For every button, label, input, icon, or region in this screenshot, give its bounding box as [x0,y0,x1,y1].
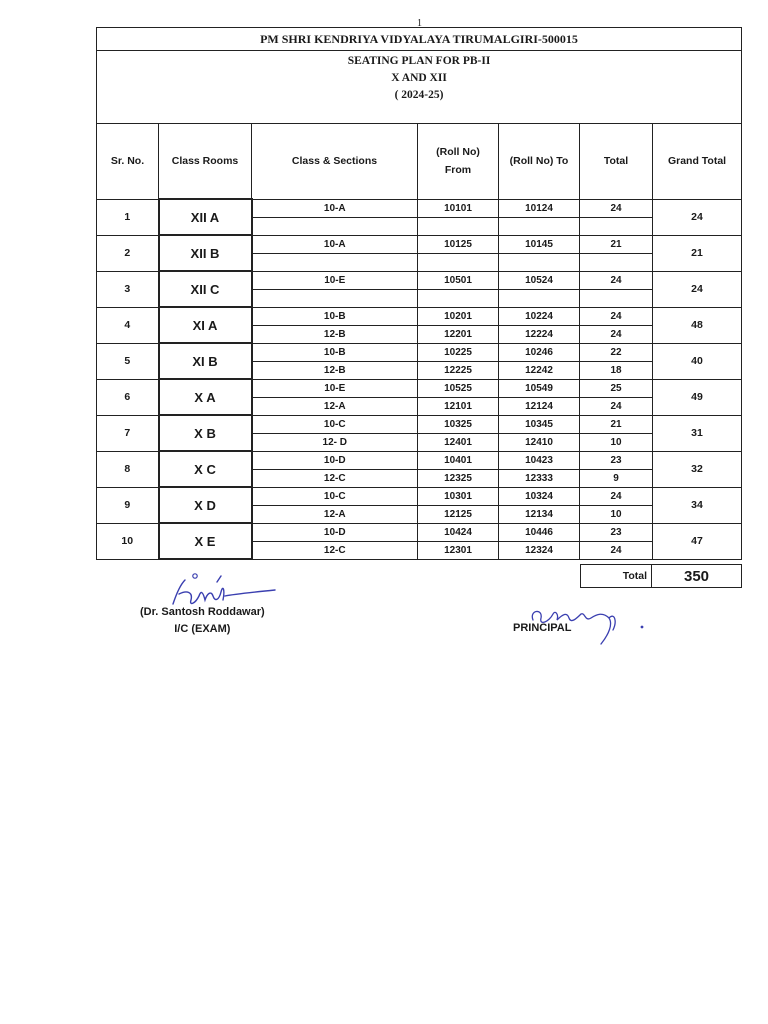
roll-to-cell: 10549 [499,379,580,397]
roll-to-cell: 10524 [499,271,580,289]
total-cell: 25 [580,379,653,397]
section-cell: 10-B [252,307,418,325]
plan-heading [97,51,742,124]
table-row [97,379,742,397]
total-cell: 24 [580,325,653,343]
total-cell: 24 [580,199,653,217]
roll-to-cell: 12134 [499,505,580,523]
roll-from-cell: 10201 [418,307,499,325]
roll-to-cell: 12224 [499,325,580,343]
seating-plan-sheet [96,27,741,585]
section-cell: 10-D [252,523,418,541]
school-name: PM SHRI KENDRIYA VIDYALAYA TIRUMALGIRI-500015 [97,28,742,51]
total-cell: 24 [580,541,653,559]
class-room-cell: XII B [159,235,252,271]
table-row [97,199,742,217]
roll-from-cell: 10424 [418,523,499,541]
class-room-cell: X C [159,451,252,487]
section-cell: 10-C [252,487,418,505]
roll-from-cell: 10301 [418,487,499,505]
roll-to-cell [499,217,580,235]
total-cell: 24 [580,307,653,325]
roll-from-cell: 12225 [418,361,499,379]
roll-from-cell: 10401 [418,451,499,469]
class-room-cell: XII C [159,271,252,307]
table-row [97,415,742,433]
roll-from-cell: 12401 [418,433,499,451]
plan-title: SEATING PLAN FOR PB-II [347,55,491,67]
roll-from-cell: 12101 [418,397,499,415]
total-cell: 10 [580,505,653,523]
roll-to-cell: 12333 [499,469,580,487]
grand-total-cell: 24 [653,271,742,307]
roll-from-cell: 10225 [418,343,499,361]
roll-to-cell: 10224 [499,307,580,325]
principal-signature-label: PRINCIPAL [513,622,572,634]
grand-total-label: Total [581,565,652,587]
roll-from-cell: 10501 [418,271,499,289]
sr-no-cell: 8 [97,451,159,487]
roll-from-cell: 12201 [418,325,499,343]
section-cell: 12-C [252,469,418,487]
table-row [97,451,742,469]
section-cell [252,289,418,307]
section-cell [252,253,418,271]
plan-classes: X AND XII [391,72,447,84]
plan-body [97,199,742,559]
column-header-row [97,124,742,200]
col-grand-total: Grand Total [653,124,742,200]
section-cell: 10-D [252,451,418,469]
sr-no-cell: 2 [97,235,159,271]
table-row [97,271,742,289]
grand-total-cell: 34 [653,487,742,523]
total-cell: 23 [580,523,653,541]
roll-to-cell: 12124 [499,397,580,415]
class-room-cell: XI A [159,307,252,343]
col-roll-from-line2: From [444,164,472,177]
roll-to-cell [499,253,580,271]
total-cell: 24 [580,271,653,289]
roll-to-cell: 10423 [499,451,580,469]
roll-to-cell: 10145 [499,235,580,253]
class-room-cell: X B [159,415,252,451]
roll-to-cell: 12410 [499,433,580,451]
col-class-rooms: Class Rooms [159,124,252,200]
section-cell: 10-A [252,235,418,253]
roll-from-cell: 12301 [418,541,499,559]
total-cell [580,217,653,235]
sr-no-cell: 10 [97,523,159,559]
section-cell: 10-C [252,415,418,433]
roll-from-cell: 10325 [418,415,499,433]
sr-no-cell: 1 [97,199,159,235]
grand-total-cell: 49 [653,379,742,415]
roll-from-cell [418,289,499,307]
roll-from-cell: 12125 [418,505,499,523]
grand-total-cell: 48 [653,307,742,343]
page-number: 1 [417,18,422,29]
total-cell: 22 [580,343,653,361]
table-row [97,487,742,505]
total-cell: 24 [580,487,653,505]
total-cell: 21 [580,415,653,433]
roll-to-cell: 10324 [499,487,580,505]
roll-from-cell: 10525 [418,379,499,397]
roll-from-cell: 10101 [418,199,499,217]
total-cell [580,289,653,307]
col-total: Total [580,124,653,200]
col-roll-to: (Roll No) To [499,124,580,200]
table-row [97,343,742,361]
exam-signature-block [140,604,265,638]
table-row [97,307,742,325]
roll-to-cell: 10345 [499,415,580,433]
grand-total-box [580,564,742,588]
roll-from-cell [418,217,499,235]
col-roll-from-line1: (Roll No) [436,146,480,159]
class-room-cell: X E [159,523,252,559]
total-cell: 23 [580,451,653,469]
exam-incharge-role: I/C (EXAM) [174,623,231,635]
sr-no-cell: 6 [97,379,159,415]
roll-from-cell: 10125 [418,235,499,253]
grand-total-cell: 40 [653,343,742,379]
class-room-cell: X D [159,487,252,523]
roll-to-cell: 12324 [499,541,580,559]
total-cell: 10 [580,433,653,451]
section-cell: 10-A [252,199,418,217]
section-cell: 10-B [252,343,418,361]
class-room-cell: XII A [159,199,252,235]
roll-from-cell: 12325 [418,469,499,487]
total-cell: 18 [580,361,653,379]
col-sr-no: Sr. No. [97,124,159,200]
roll-to-cell: 10446 [499,523,580,541]
roll-to-cell: 10246 [499,343,580,361]
section-cell [252,217,418,235]
col-roll-from [418,124,499,200]
section-cell: 12-B [252,361,418,379]
sr-no-cell: 5 [97,343,159,379]
section-cell: 12-B [252,325,418,343]
grand-total-cell: 24 [653,199,742,235]
sr-no-cell: 9 [97,487,159,523]
sr-no-cell: 7 [97,415,159,451]
plan-session: ( 2024-25) [394,89,444,101]
section-cell: 12-A [252,505,418,523]
roll-to-cell [499,289,580,307]
grand-total-cell: 32 [653,451,742,487]
total-cell: 9 [580,469,653,487]
section-cell: 12- D [252,433,418,451]
class-room-cell: X A [159,379,252,415]
col-class-sections: Class & Sections [252,124,418,200]
section-cell: 12-A [252,397,418,415]
grand-total-value: 350 [683,567,710,585]
exam-incharge-name: (Dr. Santosh Roddawar) [140,606,265,618]
table-row [97,523,742,541]
total-cell [580,253,653,271]
seating-plan-table [96,27,742,560]
section-cell: 10-E [252,379,418,397]
class-room-cell: XI B [159,343,252,379]
section-cell: 10-E [252,271,418,289]
total-cell: 21 [580,235,653,253]
roll-to-cell: 10124 [499,199,580,217]
sr-no-cell: 3 [97,271,159,307]
section-cell: 12-C [252,541,418,559]
grand-total-cell: 31 [653,415,742,451]
grand-total-cell: 47 [653,523,742,559]
total-cell: 24 [580,397,653,415]
grand-total-cell: 21 [653,235,742,271]
table-row [97,235,742,253]
roll-from-cell [418,253,499,271]
sr-no-cell: 4 [97,307,159,343]
roll-to-cell: 12242 [499,361,580,379]
